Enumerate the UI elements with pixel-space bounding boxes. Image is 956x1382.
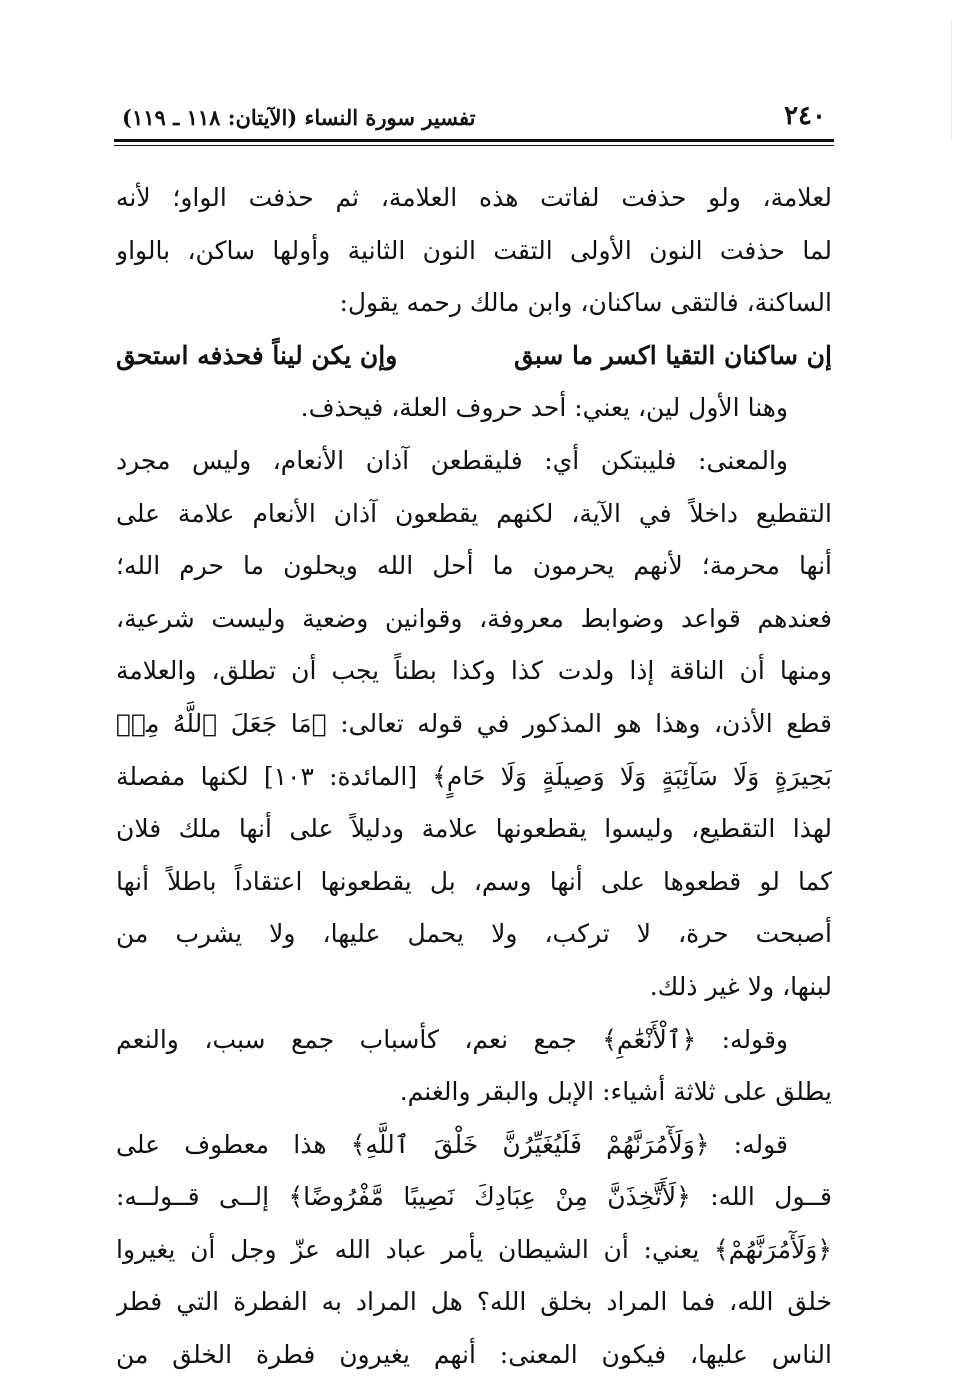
page-number: ٢٤٠ <box>784 101 826 131</box>
text-line: لعلامة، ولو حذفت لفاتت هذه العلامة، ثم حذفت الواو؛ لأنه <box>116 183 832 212</box>
text-line: التقطيع داخلاً في الآية، لكنهم يقطعون آذان الأنعام علامة على <box>116 498 832 528</box>
text-line: ومنها أن الناقة إذا ولدت كذا وكذا بطناً يجب أن تطلق، والعلامة <box>116 656 832 686</box>
paragraph-first-line: قوله: ﴿وَلَأٓمُرَنَّهُمْ فَلَيُغَيِّرُنَّ خَلْقَ ٱللَّهِ﴾ هذا معطوف على <box>116 1129 788 1159</box>
text-line: خلق الله، فما المراد بخلق الله؟ هل المراد به الفطرة التي فطر <box>116 1287 832 1317</box>
text-line: كما لو قطعوها على أنها وسم، بل يقطعونها اعتقاداً باطلاً أنها <box>116 866 832 896</box>
poetry-verse <box>116 330 832 383</box>
paragraph-first-line: وقوله: ﴿ٱلْأَنْعَٰمِ﴾ جمع نعم، كأسباب جمع سبب، والنعم <box>116 1024 788 1054</box>
verse-second-hemistich: وإن يكن ليناً فحذفه استحق <box>116 340 398 370</box>
text-line: أصبحت حرة، لا تركب، ولا يحمل عليها، ولا يشرب من <box>116 919 832 949</box>
text-line: وهنا الأول لين، يعني: أحد حروف العلة، فيحذف. <box>300 393 788 423</box>
text-line: الساكنة، فالتقى ساكنان، وابن مالك رحمه يقول: <box>339 288 832 318</box>
scan-edge-mark <box>951 20 952 140</box>
page-header <box>118 96 832 136</box>
text-line-with-quran-verse: قطع الأذن، وهذا هو المذكور في قوله تعالى: ﴿مَا جَعَلَ ٱللَّهُ مِنۢ <box>116 708 832 738</box>
text-line: فعندهم قواعد وضوابط معروفة، وقوانين وضعية وليست شرعية، <box>116 603 832 633</box>
verse-first-hemistich: إن ساكنان التقيا اكسر ما سبق <box>513 340 832 370</box>
text-line-with-quran-verse: بَحِيرَةٍ وَلَا سَآئِبَةٍ وَلَا وَصِيلَةٍ وَلَا حَامٍ﴾ [المائدة: ١٠٣] لكنها مفصلة <box>116 761 832 791</box>
text-line: الناس عليها، فيكون المعنى: أنهم يغيرون فطرة الخلق من <box>116 1340 832 1370</box>
text-line: لما حذفت النون الأولى التقت النون الثانية وأولها ساكن، بالواو <box>116 235 832 265</box>
body-text <box>116 172 832 1382</box>
text-line-with-quran-verse: ﴿وَلَأٓمُرَنَّهُمْ﴾ يعني: أن الشيطان يأمر عباد الله عزّ وجل أن يغيروا <box>116 1234 832 1264</box>
running-title: تفسير سورة النساء (الآيتان: ١١٨ ـ ١١٩) <box>122 105 476 130</box>
text-line-with-quran-verse: قــول الله: ﴿لَأَتَّخِذَنَّ مِنْ عِبَادِكَ نَصِيبًا مَّفْرُوضًا﴾ إلــى قــولــه: <box>116 1182 832 1212</box>
header-rule-thick <box>114 139 834 142</box>
paragraph-first-line: والمعنى: فليبتكن أي: فليقطعن آذان الأنعام، وليس مجرد <box>116 445 788 475</box>
text-line: لهذا التقطيع، وليسوا يقطعونها علامة ودليلاً على أنها ملك فلان <box>116 814 832 844</box>
text-line: يطلق على ثلاثة أشياء: الإبل والبقر والغنم. <box>399 1077 832 1107</box>
text-line: أنها محرمة؛ لأنهم يحرمون ما أحل الله ويحلون ما حرم الله؛ <box>116 551 832 581</box>
header-rule-thin <box>114 145 834 146</box>
text-line: لبنها، ولا غير ذلك. <box>649 971 832 1001</box>
